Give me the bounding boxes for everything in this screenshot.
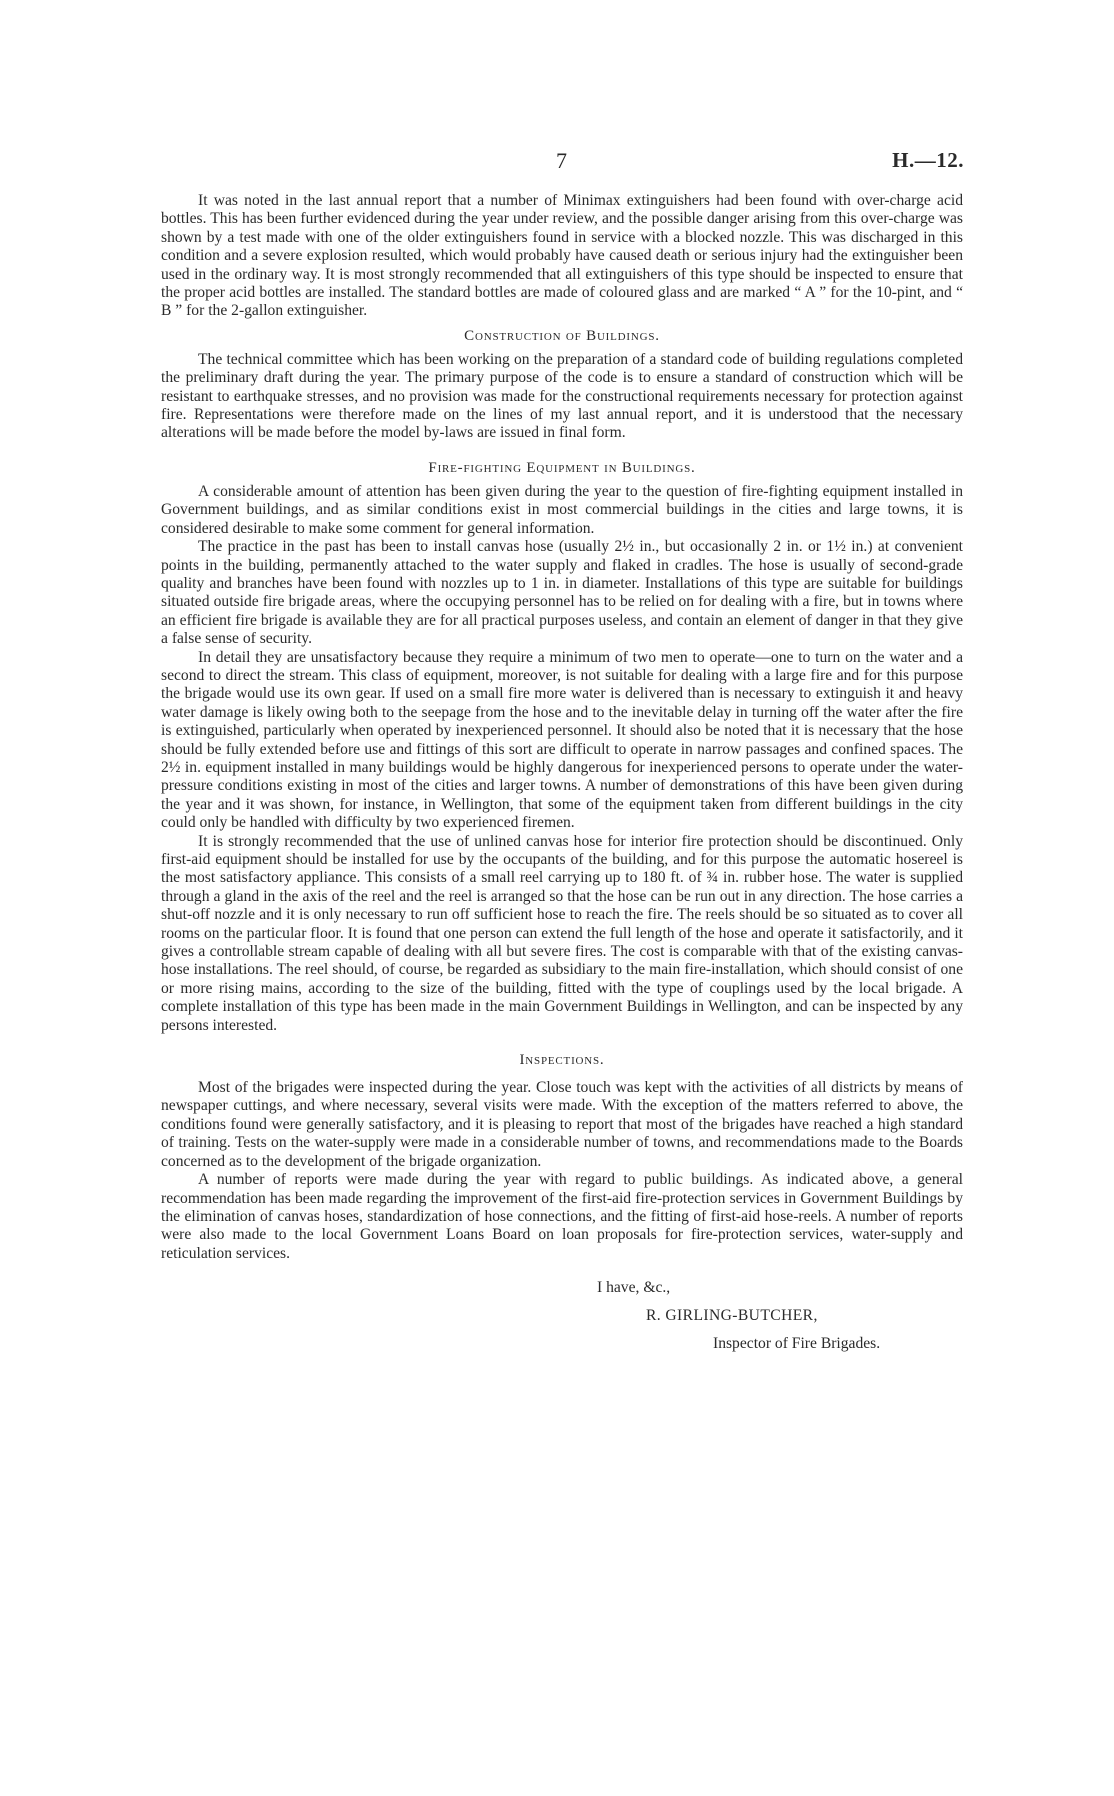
signatory-name: R. GIRLING-BUTCHER, [646,1307,818,1325]
closing-line: I have, &c., [597,1279,671,1297]
page-header [0,148,1114,178]
page-number: 7 [556,148,567,173]
fire-fighting-paragraph: A considerable amount of attention has been given during the year to the question of fire-fighting equipment installed in Government buildings, and as similar conditions exist in most commercial buildings in the cities and large towns, it is considered desirable to make some comment for general information. [161,482,963,537]
signatory-title: Inspector of Fire Brigades. [713,1335,881,1353]
intro-paragraph: It was noted in the last annual report that a number of Minimax extinguishers had been found with over-charge acid bottles. This has been further evidenced during the year under review, and the possible danger arising from this over-charge was shown by a test made with one of the older extinguishers found in service with a blocked nozzle. This was discharged in this condition and a severe explosion resulted, which would probably have caused death or serious injury had the extinguisher been used in the ordinary way. It is most strongly recommended that all extinguishers of this type should be inspected to ensure that the proper acid bottles are installed. The standard bottles are made of coloured glass and are marked “ A ” for the 10-pint, and “ B ” for the 2-gallon extinguisher. [161,192,963,320]
document-reference: H.—12. [892,148,964,172]
inspections-paragraph: Most of the brigades were inspected during the year. Close touch was kept with the activities of all districts by means of newspaper cuttings, and where necessary, several visits were made. With the exception of the matters referred to above, the conditions found were generally satisfactory, and it is pleasing to report that most of the brigades have reached a high standard of training. Tests on the water-supply were made in a considerable number of towns, and recommendations made to the Boards concerned as to the development of the brigade organization. [161,1079,963,1170]
inspections-paragraph: A number of reports were made during the year with regard to public buildings. As indicated above, a general recommendation has been made regarding the improvement of the first-aid fire-protection services in Government Buildings by the elimination of canvas hoses, standardization of hose connections, and the fitting of first-aid hose-reels. A number of reports were also made to the local Government Loans Board on loan proposals for fire-protection services, water-supply and reticulation services. [161,1171,963,1262]
section-heading-construction: Construction of Buildings. [464,327,660,344]
body-text [161,192,963,1369]
fire-fighting-paragraph: It is strongly recommended that the use of unlined canvas hose for interior fire protection should be discontinued. Only first-aid equipment should be installed for use by the occupants of the building, and for this purpose the automatic hosereel is the most satisfactory appliance. This consists of a small reel carrying up to 180 ft. of ¾ in. rubber hose. The water is supplied through a gland in the axis of the reel and the reel is arranged so that the hose can be run out in any direction. The hose carries a shut-off nozzle and it is only necessary to run off sufficient hose to reach the fire. The reels should be so situated as to cover all rooms on the particular floor. It is found that one person can extend the full length of the hose and operate it satisfactorily, and it gives a controllable stream capable of dealing with all but severe fires. The cost is comparable with that of the existing canvas-hose installations. The reel should, of course, be regarded as subsidiary to the main fire-installation, which should consist of one or more rising mains, according to the size of the building, fitted with the type of couplings used by the local brigade. A complete installation of this type has been made in the main Government Buildings in Wellington, and can be inspected by any persons interested. [161,832,963,1034]
construction-paragraph: The technical committee which has been working on the preparation of a standard code of building regulations completed the preliminary draft during the year. The primary purpose of the code is to ensure a standard of construction which will be resistant to earthquake stresses, and no provision was made for the constructional requirements necessary for protection against fire. Representations were therefore made on the lines of my last annual report, and it is understood that the necessary alterations will be made before the model by-laws are issued in final form. [161,350,963,442]
fire-fighting-paragraph: The practice in the past has been to install canvas hose (usually 2½ in., but occasionally 2 in. or 1½ in.) at convenient points in the building, permanently attached to the water supply and flaked in cradles. The hose is usually of second-grade quality and branches have been found with nozzles up to 1 in. in diameter. Installations of this type are suitable for buildings situated outside fire brigade areas, where the occupying personnel has to be relied on for dealing with a fire, but in towns where an efficient fire brigade is available they are for all practical purposes useless, and contain an element of danger in that they give a false sense of security. [161,538,963,648]
signature-block [161,1279,963,1369]
section-heading-inspections: Inspections. [519,1052,605,1069]
fire-fighting-paragraph: In detail they are unsatisfactory because they require a minimum of two men to operate—one to turn on the water and a second to direct the stream. This class of equipment, moreover, is not suitable for dealing with a large fire and for this purpose the brigade would use its own gear. If used on a small fire more water is delivered than is necessary to extinguish it and heavy water damage is likely owing both to the seepage from the hose and to the inevitable delay in turning off the water after the fire is extinguished, particularly when operated by inexperienced personnel. It should also be noted that it is necessary that the hose should be fully extended before use and fittings of this sort are difficult to operate in narrow passages and confined spaces. The 2½ in. equipment installed in many buildings would be highly dangerous for inexperienced persons to operate under the water-pressure conditions existing in most of the cities and larger towns. A number of demonstrations of this have been given during the year and it was shown, for instance, in Wellington, that some of the equipment taken from different buildings in the city could only be handled with difficulty by two experienced firemen. [161,648,963,832]
section-heading-fire-fighting: Fire-fighting Equipment in Buildings. [428,459,696,476]
